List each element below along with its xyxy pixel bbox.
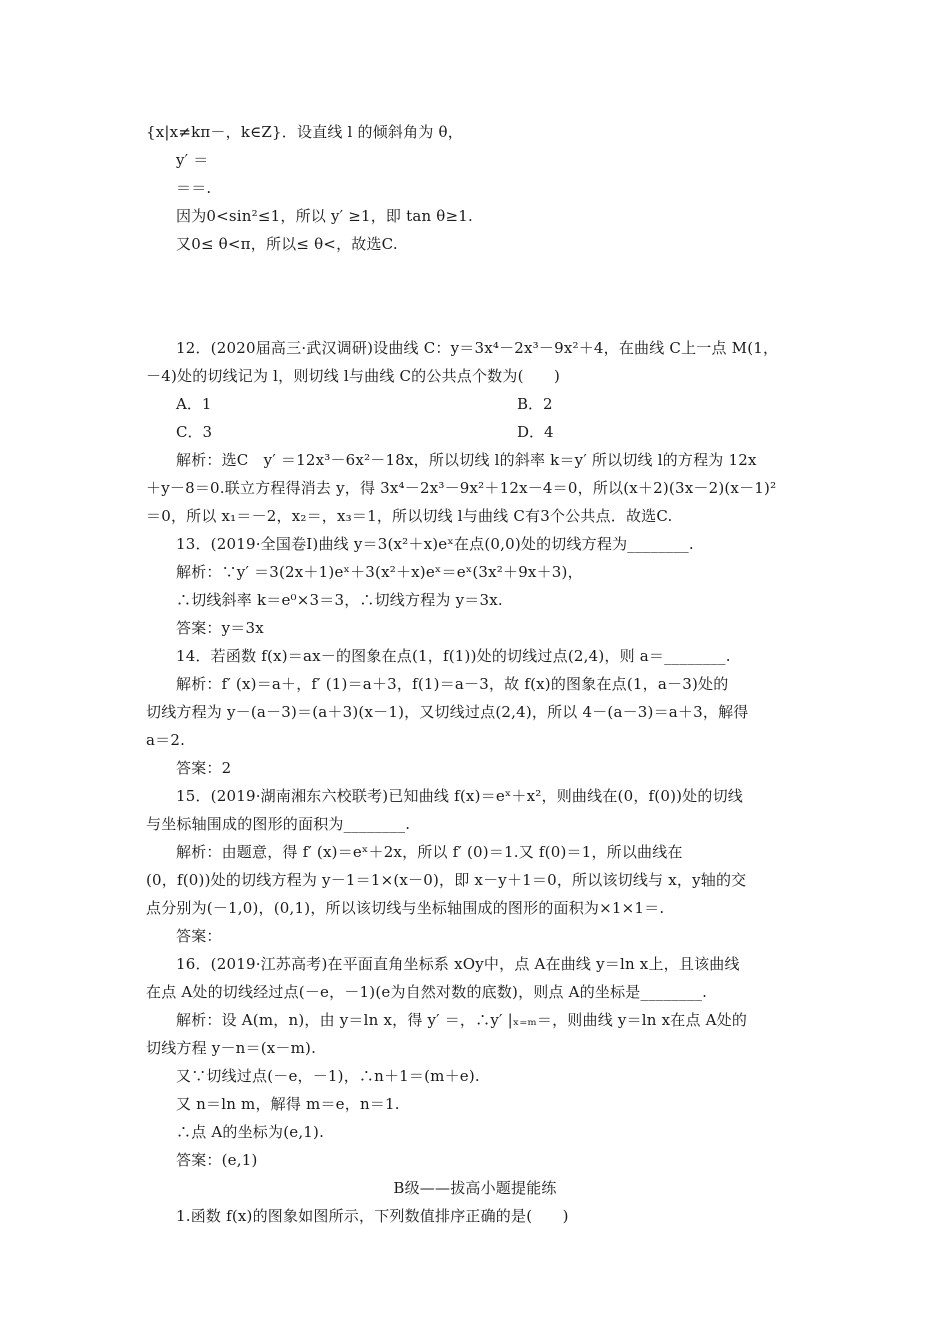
- question-15-answer: 答案：: [176, 927, 222, 945]
- question-15-stem: 与坐标轴围成的图形的面积为________.: [146, 815, 411, 833]
- question-16-analysis: ∴点 A的坐标为(e,1).: [176, 1123, 325, 1141]
- option-d: D．4: [517, 423, 554, 441]
- question-13-analysis: 解析：∵y′ ＝3(2x＋1)eˣ＋3(x²＋x)eˣ＝eˣ(3x²＋9x＋3)，: [176, 563, 583, 581]
- question-13-answer: 答案：y＝3x: [176, 619, 264, 637]
- question-12-analysis: 解析：选C y′ ＝12x³－6x²－18x，所以切线 l的斜率 k＝y′ 所以切线 l的方程为 12x: [176, 451, 757, 469]
- question-15-analysis: 点分别为(－1,0)，(0,1)，所以该切线与坐标轴围成的图形的面积为×1×1＝.: [146, 899, 665, 917]
- option-a: A．1: [176, 395, 212, 413]
- question-15-analysis: 解析：由题意，得 f′ (x)＝eˣ＋2x，所以 f′ (0)＝1.又 f(0)＝1，所以曲线在: [176, 843, 683, 861]
- question-16-stem: 在点 A处的切线经过点(－e，－1)(e为自然对数的底数)，则点 A的坐标是________.: [146, 983, 708, 1001]
- question-16-analysis: 解析：设 A(m，n)，由 y＝ln x，得 y′ ＝，∴y′ |ₓ₌ₘ＝，则曲线 y＝ln x在点 A处的: [176, 1011, 748, 1029]
- option-b: B．2: [517, 395, 553, 413]
- question-15-stem: 15．(2019·湖南湘东六校联考)已知曲线 f(x)＝eˣ＋x²，则曲线在(0，f(0))处的切线: [176, 787, 743, 805]
- section-title: B级——拔高小题提能练: [393, 1179, 557, 1197]
- question-16-analysis: 又∵切线过点(－e，－1)，∴n＋1＝(m＋e).: [176, 1067, 480, 1085]
- top-line: 因为0<sin²≤1，所以 y′ ≥1，即 tan θ≥1.: [176, 207, 473, 225]
- question-12-analysis: ＋y－8＝0.联立方程得消去 y，得 3x⁴－2x³－9x²＋12x－4＝0，所以(x＋2)(3x－2)(x－1)²: [146, 479, 777, 497]
- question-16-analysis: 又 n＝ln m，解得 m＝e，n＝1.: [176, 1095, 400, 1113]
- question-14-analysis: 解析：f′ (x)＝a＋，f′ (1)＝a＋3，f(1)＝a－3，故 f(x)的图象在点(1，a－3)处的: [176, 675, 729, 693]
- question-16-stem: 16．(2019·江苏高考)在平面直角坐标系 xOy中，点 A在曲线 y＝ln x上，且该曲线: [176, 955, 740, 973]
- question-14-analysis: 切线方程为 y－(a－3)＝(a＋3)(x－1)，又切线过点(2,4)，所以 4－(a－3)＝a＋3，解得: [146, 703, 749, 721]
- question-12-stem: －4)处的切线记为 l，则切线 l与曲线 C的公共点个数为( ): [146, 367, 561, 385]
- question-12-analysis: ＝0，所以 x₁＝－2，x₂＝，x₃＝1，所以切线 l与曲线 C有3个公共点．故选C.: [146, 507, 673, 525]
- question-13-analysis: ∴切线斜率 k＝e⁰×3＝3，∴切线方程为 y＝3x.: [176, 591, 503, 609]
- top-line: 又0≤ θ<π，所以≤ θ<，故选C.: [176, 235, 398, 253]
- question-14-analysis: a＝2.: [146, 731, 186, 749]
- question-16-answer: 答案：(e,1): [176, 1151, 258, 1169]
- top-line: ＝＝.: [176, 179, 212, 197]
- question-15-analysis: (0，f(0))处的切线方程为 y－1＝1×(x－0)，即 x－y＋1＝0，所以该切线与 x，y轴的交: [146, 871, 747, 889]
- question-14-answer: 答案：2: [176, 759, 232, 777]
- section-b-question-1: 1.函数 f(x)的图象如图所示，下列数值排序正确的是( ): [176, 1207, 569, 1225]
- top-line: {x|x≠kπ－，k∈Z}．设直线 l 的倾斜角为 θ，: [146, 123, 463, 141]
- option-c: C．3: [176, 423, 213, 441]
- question-14-stem: 14．若函数 f(x)＝ax－的图象在点(1，f(1))处的切线过点(2,4)，则 a＝________.: [176, 647, 731, 665]
- question-13-stem: 13．(2019·全国卷Ⅰ)曲线 y＝3(x²＋x)eˣ在点(0,0)处的切线方程为________.: [176, 535, 694, 553]
- question-16-analysis: 切线方程 y－n＝(x－m).: [146, 1039, 317, 1057]
- question-12-stem: 12．(2020届高三·武汉调研)设曲线 C：y＝3x⁴－2x³－9x²＋4，在曲线 C上一点 M(1，: [176, 339, 779, 357]
- top-line: y′ ＝: [176, 151, 209, 169]
